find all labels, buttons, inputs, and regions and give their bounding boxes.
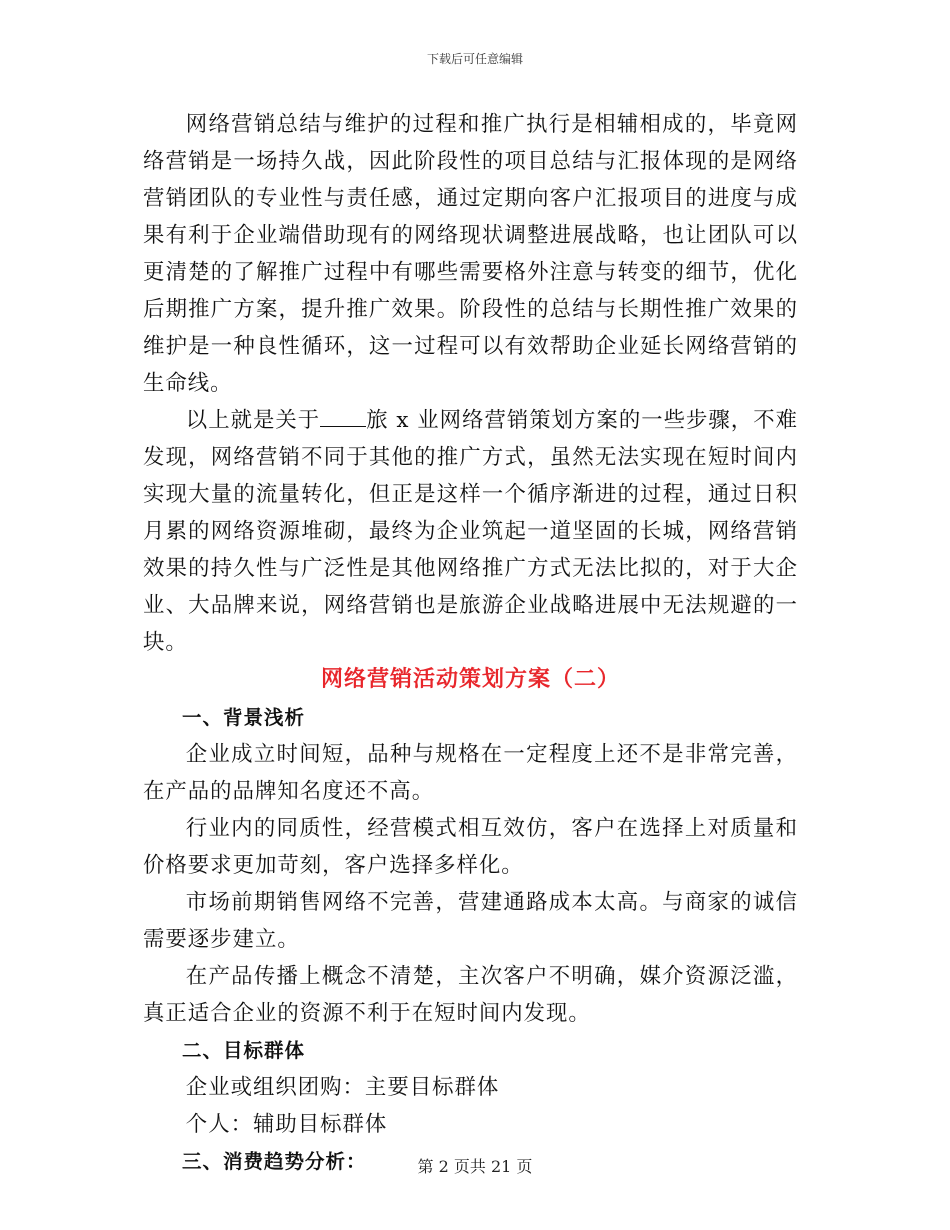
heading-consumption-trend: 三、消费趋势分析： (182, 1150, 367, 1173)
paragraph-background-4: 在产品传播上概念不清楚，主次客户不明确，媒介资源泛滥，真正适合企业的资源不利于在短时间内发现。 (143, 964, 798, 1026)
paragraph-background-2: 行业内的同质性，经营模式相互效仿，客户在选择上对质量和价格要求更加苛刻，客户选择多样化。 (143, 816, 798, 878)
page-header-note: 下载后可任意编辑 (426, 52, 523, 66)
paragraph-conclusion-rest: 旅 x 业网络营销策划方案的一些步骤，不难发现，网络营销不同于其他的推广方式，虽然无法实现在短时间内实现大量的流量转化，但正是这样一个循序渐进的过程，通过日积月累的网络资源堆砌，最终为企业筑起一道坚固的长城，网络营销效果的持久性与广泛性是其他网络推广方式无法比拟的，对于大企业、大品牌来说，网络营销也是旅游企业战略进展中无法规避的一块。 (143, 408, 798, 655)
paragraph-background-1: 企业成立时间短，品种与规格在一定程度上还不是非常完善，在产品的品牌知名度还不高。 (143, 742, 798, 804)
paragraph-target-main: 企业或组织团购：主要目标群体 (185, 1075, 500, 1100)
paragraph-target-auxiliary: 个人：辅助目标群体 (185, 1112, 388, 1137)
fill-in-blank (320, 407, 366, 427)
paragraph-conclusion (143, 402, 798, 661)
section-title: 网络营销活动策划方案（二） (320, 667, 620, 692)
page-number-footer: 第 2 页共 21 页 (417, 1157, 533, 1176)
heading-target-group: 二、目标群体 (182, 1039, 306, 1062)
document-body (143, 106, 798, 1180)
heading-background: 一、背景浅析 (182, 706, 306, 729)
paragraph-summary-maintenance: 网络营销总结与维护的过程和推广执行是相辅相成的，毕竟网络营销是一场持久战，因此阶段性的项目总结与汇报体现的是网络营销团队的专业性与责任感，通过定期向客户汇报项目的进度与成果有利于企业端借助现有的网络现状调整进展战略，也让团队可以更清楚的了解推广过程中有哪些需要格外注意与转变的细节，优化后期推广方案，提升推广效果。阶段性的总结与长期性推广效果的维护是一种良性循环，这一过程可以有效帮助企业延长网络营销的生命线。 (143, 112, 798, 396)
paragraph-conclusion-start: 以上就是关于 (185, 408, 321, 433)
paragraph-background-3: 市场前期销售网络不完善，营建通路成本太高。与商家的诚信需要逐步建立。 (143, 890, 798, 952)
